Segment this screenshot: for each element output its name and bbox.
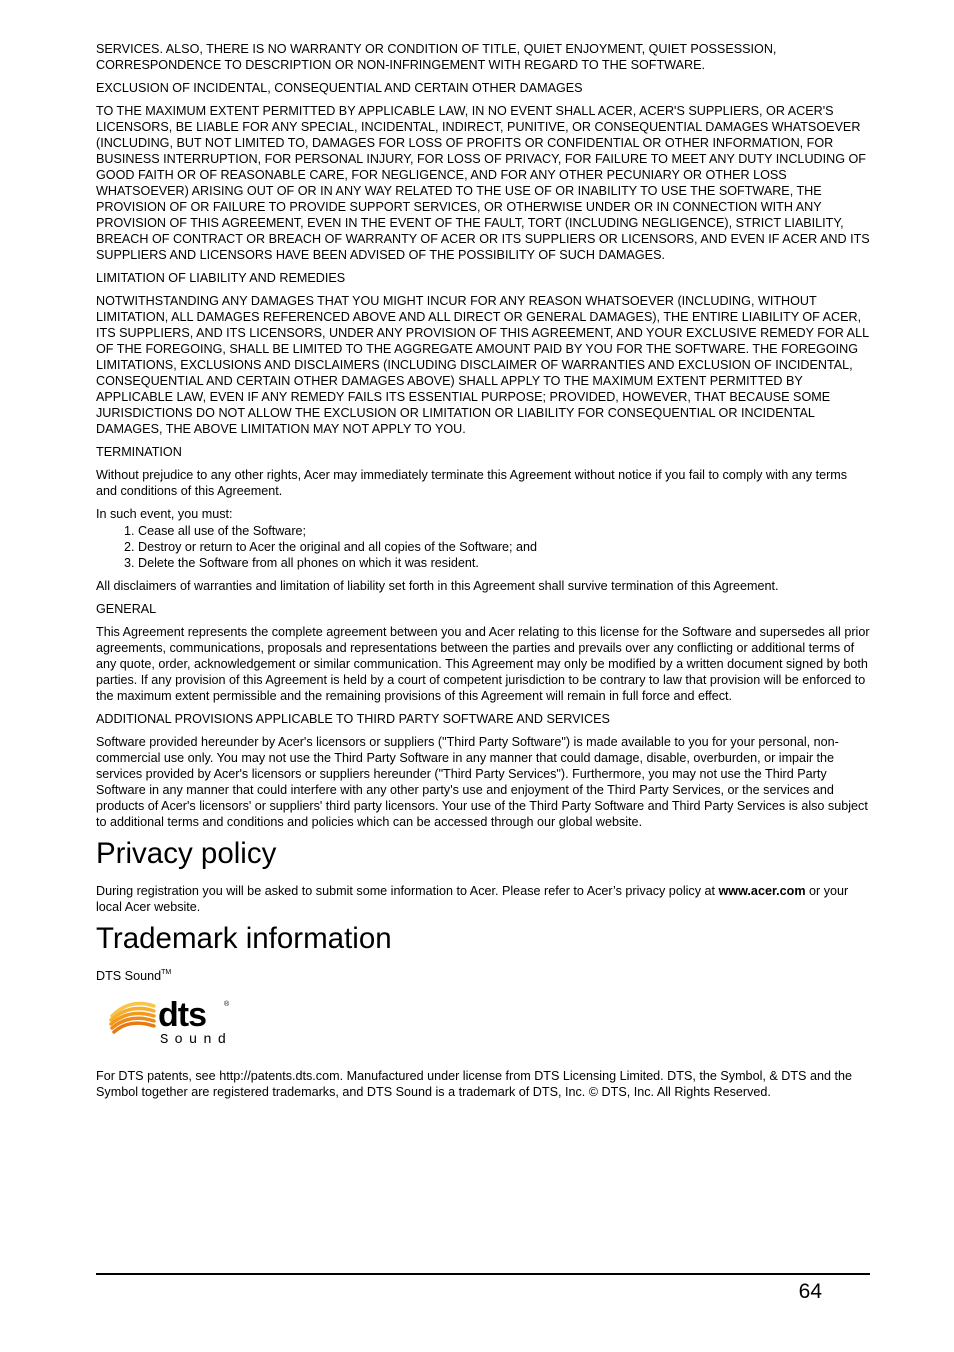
dts-sound-subtext: Sound [160,1032,233,1046]
general-heading: GENERAL [96,602,157,616]
privacy-policy-title: Privacy policy [96,837,277,870]
acer-website-link: www.acer.com [718,884,806,898]
footer-divider [96,1273,870,1275]
general-paragraph: This Agreement represents the complete agreement between you and Acer relating to this license for the Software and supersedes all prior agreements, communications, proposals and representations between the parties and prevails over any conflicting or additional terms of any quote, order, acknowledgement or similar communication. This Agreement may only be modified by a written document signed by both parties. If any provision of this Agreement is held by a court of competent jurisdiction to be contrary to law that provision will be enforced to the maximum extent permissible and the remaining provisions of this Agreement will remain in full force and effect. [96,625,870,703]
exclusion-heading: EXCLUSION OF INCIDENTAL, CONSEQUENTIAL AND CERTAIN OTHER DAMAGES [96,81,583,95]
list-item: 2. Destroy or return to Acer the original and all copies of the Software; and [138,539,870,555]
such-event-paragraph: In such event, you must: [96,507,233,521]
termination-steps-list [96,523,870,571]
termination-heading: TERMINATION [96,445,182,459]
privacy-paragraph [96,883,870,915]
survive-paragraph: All disclaimers of warranties and limitation of liability set forth in this Agreement shall survive termination of this Agreement. [96,579,779,593]
list-item: 1. Cease all use of the Software; [138,523,870,539]
privacy-text-end: or your local Acer website. [96,884,849,914]
registered-mark: ® [224,1001,230,1008]
dts-sound-label [96,968,870,984]
additional-paragraph: Software provided hereunder by Acer's licensors or suppliers ("Third Party Software") is made available to you for your personal, non-commercial use only. You may not use the Third Party Software in any manner that could damage, disable, overburden, or impair the services provided by Acer's licensors or suppliers hereunder ("Third Party Services"). Furthermore, you may not use the Third Party Software in any manner that could interfere with any other party's use and enjoyment of the Third Party Services, or the services and products of Acer's licensors' or suppliers' third party licensors. Your use of the Third Party Software and Third Party Services is also subject to additional terms and conditions and policies which can be accessed through our global website. [96,735,868,829]
trademark-symbol: TM [161,969,172,976]
exclusion-paragraph: TO THE MAXIMUM EXTENT PERMITTED BY APPLICABLE LAW, IN NO EVENT SHALL ACER, ACER'S SUPPLIERS, OR ACER'S LICENSORS, BE LIABLE FOR ANY SPECIAL, INCIDENTAL, INDIRECT, PUNITIVE, OR CONSEQUENTIAL DAMAGES WHATSOEVER (INCLUDING, BUT NOT LIMITED TO, DAMAGES FOR LOSS OF PROFITS OR CONFIDENTIAL OR OTHER INFORMATION, FOR BUSINESS INTERRUPTION, FOR PERSONAL INJURY, FOR LOSS OF PRIVACY, FOR FAILURE TO MEET ANY DUTY INCLUDING OF GOOD FAITH OR OF REASONABLE CARE, FOR NEGLIGENCE, AND FOR ANY OTHER PECUNIARY OR OTHER LOSS WHATSOEVER) ARISING OUT OF OR IN ANY WAY RELATED TO THE USE OF OR INABILITY TO USE THE SOFTWARE, THE PROVISION OF OR FAILURE TO PROVIDE SUPPORT SERVICES, OR OTHERWISE UNDER OR IN CONNECTION WITH ANY PROVISION OF THIS AGREEMENT, EVEN IN THE EVENT OF THE FAULT, TORT (INCLUDING NEGLIGENCE), STRICT LIABILITY, BREACH OF CONTRACT OR BREACH OF WARRANTY OF ACER OR ITS SUPPLIERS OR LICENSORS, AND EVEN IF ACER AND ITS SUPPLIERS AND LICENSORS HAVE BEEN ADVISED OF THE POSSIBILITY OF SUCH DAMAGES. [96,104,870,262]
trademark-information-title: Trademark information [96,922,392,955]
dts-sound-logo [108,994,870,1046]
dts-wordmark: dts [158,996,206,1034]
limitation-paragraph: NOTWITHSTANDING ANY DAMAGES THAT YOU MIGHT INCUR FOR ANY REASON WHATSOEVER (INCLUDING, WITHOUT LIMITATION, ALL DAMAGES REFERENCED ABOVE AND ALL DIRECT OR GENERAL DAMAGES), THE ENTIRE LIABILITY OF ACER, ITS SUPPLIERS, AND ITS LICENSORS, UNDER ANY PROVISION OF THIS AGREEMENT, AND YOUR EXCLUSIVE REMEDY FOR ALL OF THE FOREGOING, SHALL BE LIMITED TO THE AGGREGATE AMOUNT PAID BY YOU FOR THE SOFTWARE. THE FOREGOING LIMITATIONS, EXCLUSIONS AND DISCLAIMERS (INCLUDING DISCLAIMER OF WARRANTIES AND EXCLUSION OF INCIDENTAL, CONSEQUENTIAL AND CERTAIN OTHER DAMAGES ABOVE) SHALL APPLY TO THE MAXIMUM EXTENT PERMITTED BY APPLICABLE LAW, EVEN IF ANY REMEDY FAILS ITS ESSENTIAL PURPOSE; PROVIDED, HOWEVER, THAT BECAUSE SOME JURISDICTIONS DO NOT ALLOW THE EXCLUSION OR LIMITATION OR LIABILITY FOR CONSEQUENTIAL OR INCIDENTAL DAMAGES, THE ABOVE LIMITATION MAY NOT APPLY TO YOU. [96,294,869,436]
page-number: 64 [798,1280,822,1303]
services-paragraph: SERVICES. ALSO, THERE IS NO WARRANTY OR CONDITION OF TITLE, QUIET ENJOYMENT, QUIET POSSESSION, CORRESPONDENCE TO DESCRIPTION OR NON-INFRINGEMENT WITH REGARD TO THE SOFTWARE. [96,42,777,72]
dts-patents-paragraph: For DTS patents, see http://patents.dts.com. Manufactured under license from DTS Licensing Limited. DTS, the Symbol, & DTS and the Symbol together are registered trademarks, and DTS Sound is a trademark of DTS, Inc. © DTS, Inc. All Rights Reserved. [96,1069,852,1099]
dts-arcs-symbol [111,1004,154,1032]
limitation-heading: LIMITATION OF LIABILITY AND REMEDIES [96,271,346,285]
dts-sound-text: DTS Sound [96,969,162,983]
document-body [96,41,870,1107]
dts-logo-graphic [108,994,234,1046]
additional-heading: ADDITIONAL PROVISIONS APPLICABLE TO THIRD PARTY SOFTWARE AND SERVICES [96,712,610,726]
termination-paragraph: Without prejudice to any other rights, Acer may immediately terminate this Agreement without notice if you fail to comply with any terms and conditions of this Agreement. [96,468,848,498]
list-item: 3. Delete the Software from all phones on which it was resident. [138,555,870,571]
privacy-text: During registration you will be asked to submit some information to Acer. Please refer to Acer’s privacy policy at [96,884,719,898]
